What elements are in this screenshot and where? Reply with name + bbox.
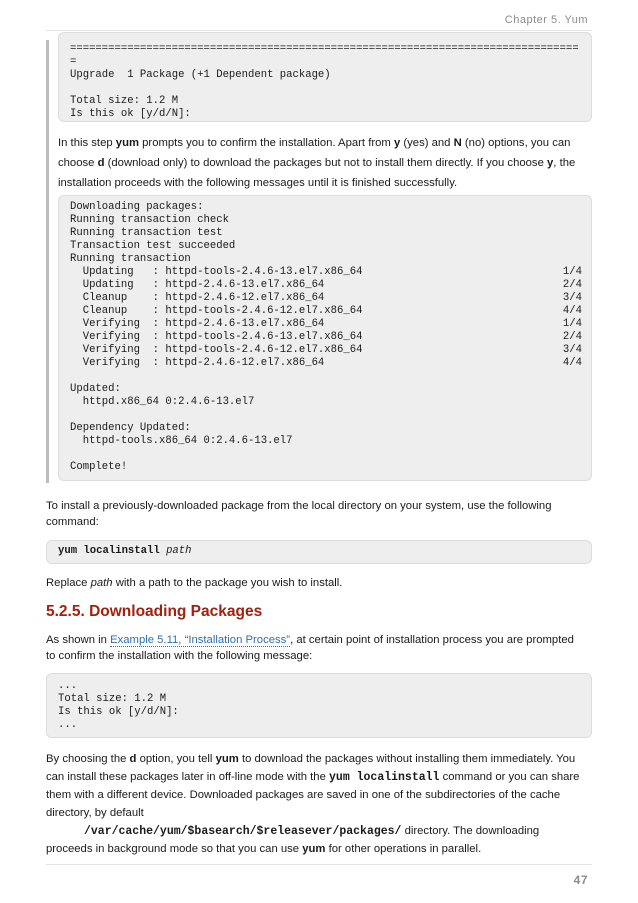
text: , at certain point of installation process you are prompted <box>290 634 574 646</box>
paragraph-confirm-step <box>58 133 598 193</box>
transaction-step: Updating : httpd-2.4.6-13.el7.x86_64 <box>70 279 325 291</box>
transaction-row <box>70 344 582 357</box>
text: As shown in <box>46 634 111 646</box>
transaction-count: 1/4 <box>562 266 582 278</box>
command-argument: path <box>166 545 192 557</box>
transaction-count: 4/4 <box>562 305 582 317</box>
code-block-confirm-prompt <box>46 673 592 738</box>
option-key: y <box>547 157 554 169</box>
install-output <box>70 201 582 474</box>
command-name: yum <box>215 753 239 765</box>
command-name: yum localinstall <box>329 771 440 784</box>
code-line: ... <box>58 719 78 731</box>
code-block-summary-text <box>70 43 586 121</box>
transaction-count: 2/4 <box>562 279 582 291</box>
code-line <box>70 370 582 383</box>
transaction-row <box>70 357 582 370</box>
command-text: yum localinstall <box>58 545 160 557</box>
text: (yes) and <box>400 137 454 149</box>
code-line: httpd.x86_64 0:2.4.6-13.el7 <box>70 396 255 408</box>
text: (no) options, you can <box>461 137 571 149</box>
command-name: yum <box>302 843 326 855</box>
command-line <box>58 545 192 558</box>
code-block-confirm-text <box>58 680 179 732</box>
text: command: <box>46 516 99 528</box>
paragraph-download-intro <box>46 632 598 664</box>
text: installation proceeds with the following messages until it is finished successfully. <box>58 177 458 189</box>
option-key: d <box>129 753 137 765</box>
text: option, you tell <box>136 753 216 765</box>
text: choose <box>58 157 98 169</box>
transaction-count: 2/4 <box>562 331 582 343</box>
code-line: Total size: 1.2 M <box>58 693 167 705</box>
transaction-count: 3/4 <box>562 344 582 356</box>
text: with a path to the package you wish to install. <box>112 577 343 589</box>
text: directory. The downloading <box>401 825 540 837</box>
transaction-row <box>70 292 582 305</box>
header-divider <box>46 30 592 31</box>
code-line: Running transaction <box>70 253 191 265</box>
code-line: Running transaction check <box>70 214 229 226</box>
transaction-count: 4/4 <box>562 357 582 369</box>
text: To install a previously-downloaded package from the local directory on your system, use the following <box>46 500 552 512</box>
transaction-step: Verifying : httpd-tools-2.4.6-13.el7.x86_64 <box>70 331 363 343</box>
transaction-step: Updating : httpd-tools-2.4.6-13.el7.x86_64 <box>70 266 363 278</box>
file-path: /var/cache/yum/$basearch/$releasever/packages/ <box>84 825 402 838</box>
code-line: Is this ok [y/d/N]: <box>70 108 191 120</box>
code-block-installation-process <box>58 195 592 481</box>
text: to download the packages without installing them immediately. You <box>238 753 576 765</box>
code-line: ================================================================================ <box>70 43 579 55</box>
code-line: Total size: 1.2 M <box>70 95 179 107</box>
text: prompts you to confirm the installation. Apart from <box>139 137 394 149</box>
option-key: y <box>393 137 401 149</box>
emphasis: path <box>90 577 113 589</box>
example-sidebar-bar <box>46 40 49 483</box>
text: , the <box>553 157 576 169</box>
example-link[interactable]: Example 5.11, “Installation Process” <box>110 634 291 646</box>
command-name: yum <box>115 137 140 149</box>
code-block-summary <box>58 32 592 122</box>
section-heading: 5.2.5. Downloading Packages <box>46 603 263 620</box>
code-line: Transaction test succeeded <box>70 240 236 252</box>
text: for other operations in parallel. <box>325 843 482 855</box>
code-line <box>70 448 582 461</box>
transaction-row <box>70 305 582 318</box>
transaction-count: 1/4 <box>562 318 582 330</box>
code-line: Running transaction test <box>70 227 223 239</box>
text: Replace <box>46 577 91 589</box>
text: them with a different device. Downloaded packages are saved in one of the subdirectories of the cache <box>46 789 561 801</box>
code-line: Complete! <box>70 461 128 473</box>
code-line: Dependency Updated: <box>70 422 191 434</box>
text: proceeds in background mode so that you can use <box>46 843 303 855</box>
paragraph-replace-path <box>46 575 596 591</box>
text: can install these packages later in off-line mode with the <box>46 771 330 783</box>
transaction-step: Verifying : httpd-tools-2.4.6-12.el7.x86_64 <box>70 344 363 356</box>
code-line: Is this ok [y/d/N]: <box>58 706 179 718</box>
text: command or you can share <box>439 771 580 783</box>
text: to confirm the installation with the following message: <box>46 650 313 662</box>
code-line: Upgrade 1 Package (+1 Dependent package) <box>70 69 331 81</box>
code-block-localinstall-command <box>46 540 592 564</box>
option-key: d <box>97 157 105 169</box>
transaction-row <box>70 331 582 344</box>
option-key: N <box>453 137 462 149</box>
code-line: Updated: <box>70 383 121 395</box>
running-header: Chapter 5. Yum <box>504 14 588 26</box>
transaction-count: 3/4 <box>562 292 582 304</box>
code-line: = <box>70 56 77 68</box>
paragraph-download-option <box>46 750 598 858</box>
transaction-row <box>70 266 582 279</box>
code-line: ... <box>58 680 78 692</box>
text: In this step <box>58 137 116 149</box>
transaction-step: Cleanup : httpd-2.4.6-12.el7.x86_64 <box>70 292 325 304</box>
page-number: 47 <box>573 873 588 887</box>
text: By choosing the <box>46 753 130 765</box>
code-line: httpd-tools.x86_64 0:2.4.6-13.el7 <box>70 435 293 447</box>
code-line <box>70 409 582 422</box>
footer-divider <box>46 864 592 865</box>
text: (download only) to download the packages but not to install them directly. If you choose <box>104 157 547 169</box>
transaction-row <box>70 279 582 292</box>
paragraph-localinstall-intro <box>46 498 596 530</box>
transaction-step: Verifying : httpd-2.4.6-12.el7.x86_64 <box>70 357 325 369</box>
code-line: Downloading packages: <box>70 201 204 213</box>
transaction-step: Cleanup : httpd-tools-2.4.6-12.el7.x86_64 <box>70 305 363 317</box>
transaction-row <box>70 318 582 331</box>
text: directory, by default <box>46 807 144 819</box>
transaction-step: Verifying : httpd-2.4.6-13.el7.x86_64 <box>70 318 325 330</box>
